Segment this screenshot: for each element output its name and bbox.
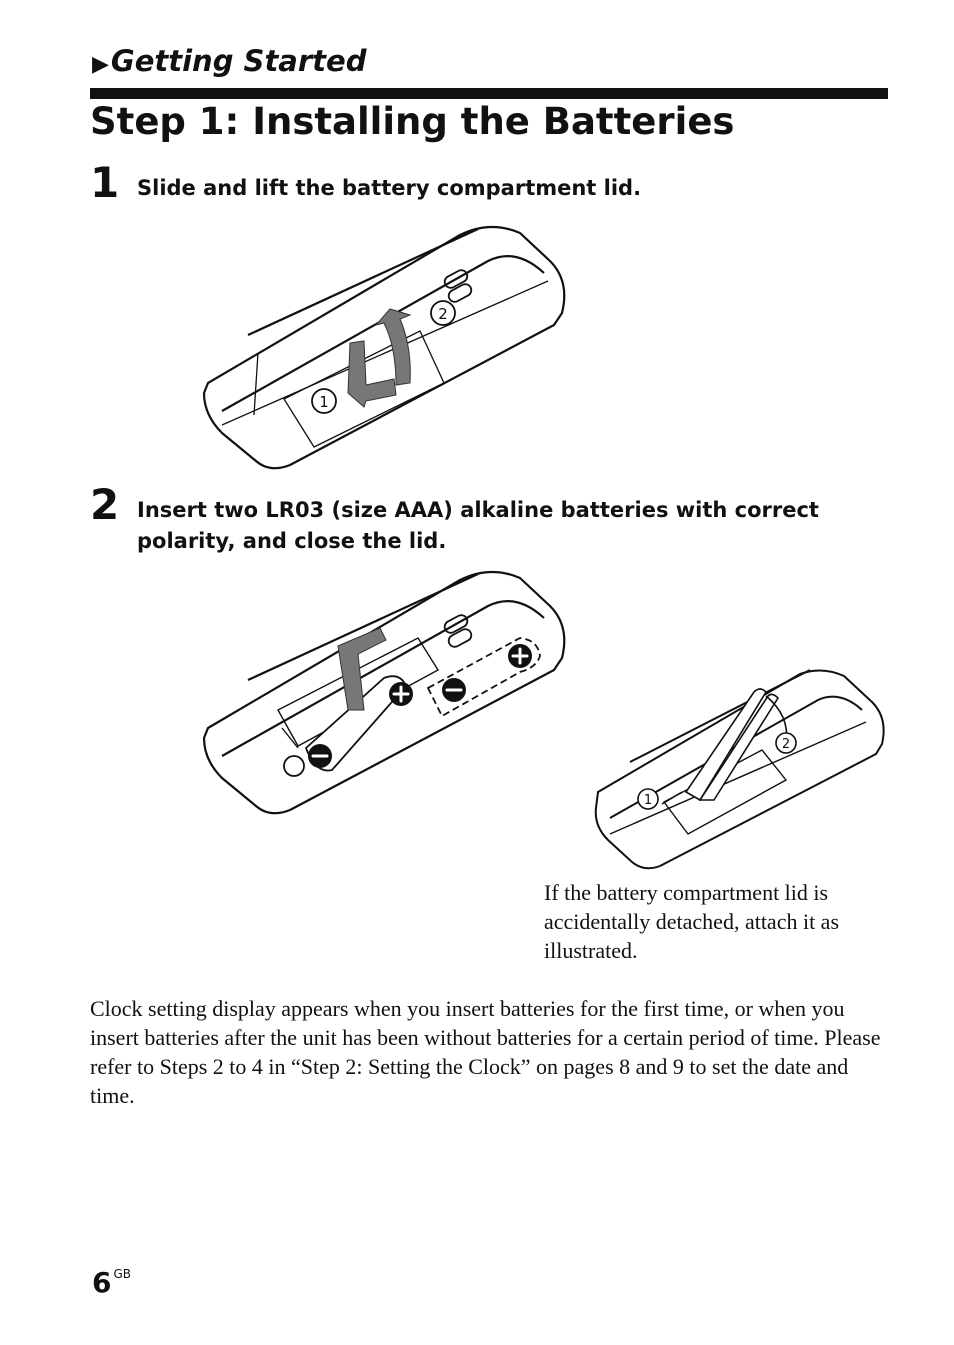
figure-attach-lid [590,662,890,874]
triangle-right-icon: ▶ [92,52,109,77]
page-title: Step 1: Installing the Batteries [90,100,735,143]
figure-caption: If the battery compartment lid is accidentally detached, attach it as illustrated. [544,880,840,963]
fig1-marker-1: 1 [319,393,329,411]
step-2-text: Insert two LR03 (size AAA) alkaline batteries with correct polarity, and close the lid. [137,498,819,553]
figure-slide-lift-lid [198,215,574,475]
section-label: Getting Started [110,44,367,78]
page-number [92,1266,131,1299]
fig3-marker-1: 1 [643,793,653,808]
fig1-marker-2: 2 [438,305,448,323]
page-number-value: 6 [92,1266,112,1299]
body-paragraph: Clock setting display appears when you insert batteries for the first time, or when you insert batteries after the unit has been without batteries for a certain period of time. Please refer to Steps 2 to 4 in “Step 2: Setting the Clock” on pages 8 and 9 to set the date and time. [90,996,881,1108]
fig3-marker-2: 2 [781,737,791,752]
section-header [92,44,366,78]
figure-insert-batteries [198,560,574,820]
header-rule [90,88,888,99]
page-number-suffix: GB [113,1267,132,1281]
step-2-number: 2 [90,480,120,529]
step-1-text: Slide and lift the battery compartment lid. [137,176,642,200]
step-1-number: 1 [90,158,120,207]
